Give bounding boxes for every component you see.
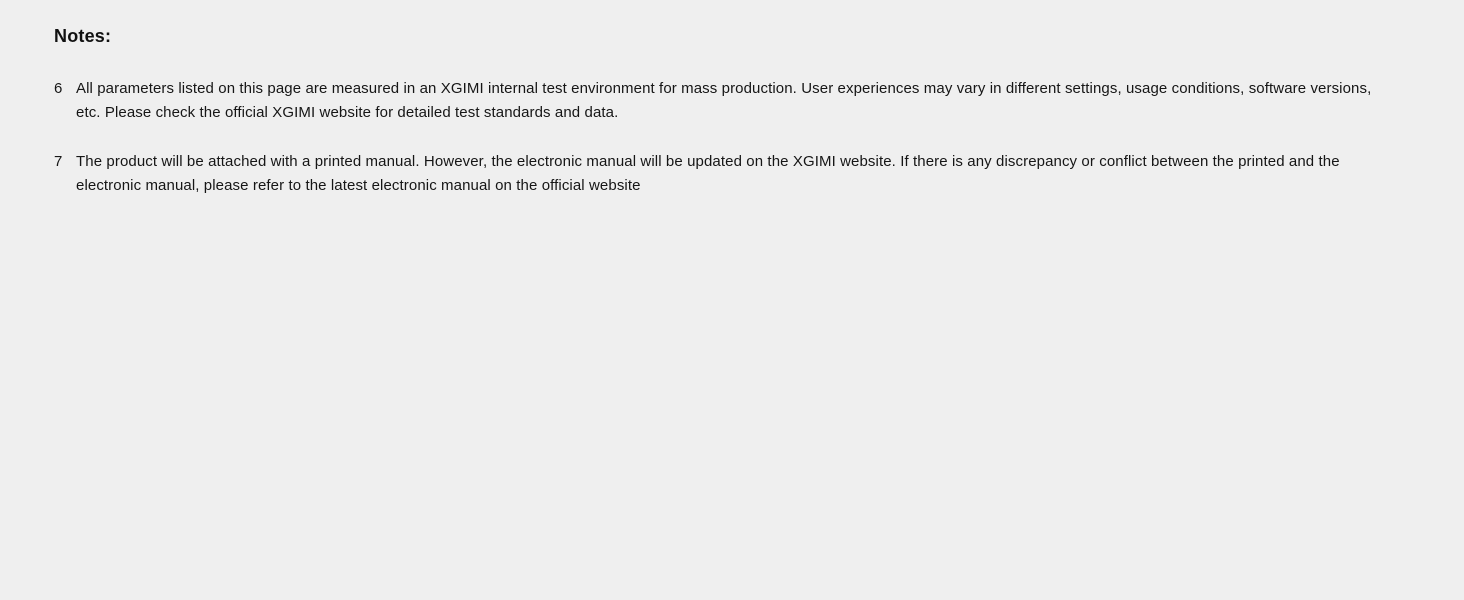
note-item-6 xyxy=(54,77,1386,125)
note-item-7 xyxy=(54,150,1386,198)
note-text: All parameters listed on this page are measured in an XGIMI internal test environment for mass production. User experiences may vary in different settings, usage conditions, software versions, etc. Please check the official XGIMI website for detailed test standards and data. xyxy=(76,80,1372,121)
notes-list xyxy=(54,77,1386,198)
note-number: 6 xyxy=(54,80,63,97)
notes-heading: Notes: xyxy=(54,26,112,46)
note-text: The product will be attached with a printed manual. However, the electronic manual will be updated on the XGIMI website. If there is any discrepancy or conflict between the printed and the electronic manual, please refer to the latest electronic manual on the official website xyxy=(76,153,1340,194)
note-number: 7 xyxy=(54,153,63,170)
